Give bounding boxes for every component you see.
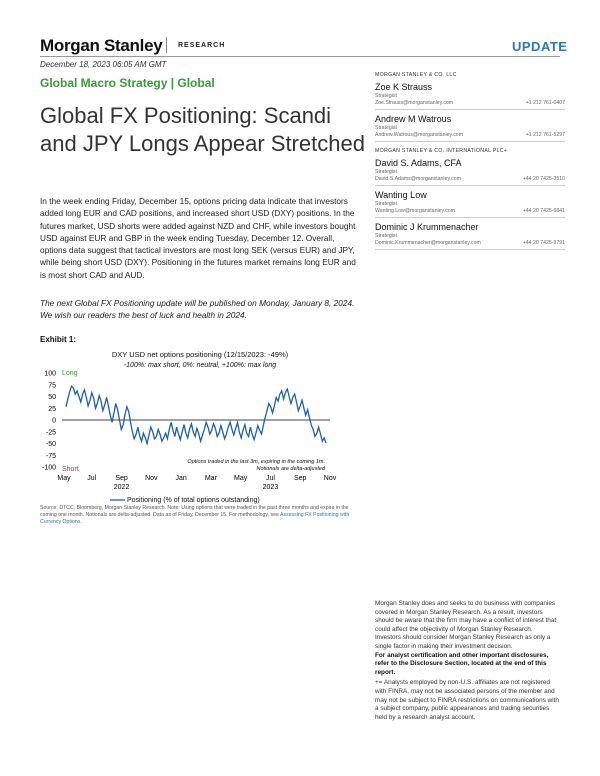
analyst-contact-row [375, 240, 565, 250]
x-tick-label: Jul [87, 475, 97, 482]
analyst-email[interactable]: Wanting.Low@morganstanley.com [375, 208, 455, 214]
morgan-stanley-logo: Morgan Stanley [40, 36, 163, 55]
analyst-role: Strategist [375, 201, 397, 207]
y-tick-label: -100 [41, 464, 56, 472]
analyst-role: Strategist [375, 93, 397, 99]
analyst-firm: MORGAN STANLEY & CO. INTERNATIONAL PLC+ [375, 148, 508, 154]
disclosure-paragraph-3: += Analysts employed by non-U.S. affiliates are not registered with FINRA, may not be associated persons of the member and may not be subject to FINRA restrictions on communications with a subject company, public appearances and trading securities held by a research analyst account. [375, 679, 559, 721]
x-year-label: 2023 [262, 484, 279, 491]
analyst-name: Zoe K Strauss [375, 82, 433, 92]
analyst-name: Dominic J Krummenacher [375, 222, 479, 232]
analyst-name: Wanting Low [375, 190, 427, 200]
source-text: Source: DTCC, Bloomberg, Morgan Stanley Research. Note: Using options that were traded in the past three months and expire in the coming one month. Notionals are delta-adjusted. Data as of Friday, December 15. For methodology, see [40, 505, 349, 518]
y-tick-label: 75 [48, 382, 56, 390]
x-year-label: 2022 [113, 484, 130, 491]
y-tick-label: -50 [45, 441, 56, 448]
disclosure-box [375, 600, 560, 722]
chart-annotation-2: Notionals are delta-adjusted [256, 466, 325, 472]
source-note [40, 505, 362, 526]
analyst-email[interactable]: Zoe.Strauss@morganstanley.com [375, 100, 454, 106]
header-rule [40, 56, 560, 57]
analyst-email[interactable]: David.S.Adams@morganstanley.com [375, 176, 461, 182]
analyst-email[interactable]: Andrew.Watrous@morganstanley.com [375, 132, 464, 138]
analyst-phone: +1 212 761-0407 [525, 100, 565, 106]
logo-divider [166, 37, 167, 53]
x-tick-label: May [234, 475, 248, 482]
y-tick-label: 0 [52, 417, 56, 425]
y-tick-label: 50 [48, 394, 56, 401]
analyst-panel [375, 72, 565, 250]
report-title: Global FX Positioning: Scandi and JPY Longs Appear Stretched [40, 103, 365, 156]
analyst-email[interactable]: Dominic.Krummenacher@morganstanley.com [375, 240, 481, 246]
update-badge: UPDATE [512, 39, 568, 54]
summary-paragraph: In the week ending Friday, December 15, options pricing data indicate that investors added long EUR and CAD positions, and increased short USD (DXY) positions. In the futures market, USD shorts were added against NZD and CHF, while investors bought USD against EUR and GBP in the week ending Tuesday, December 12. Overall, options data suggest that tactical investors are most long SEK (versus EUR) and JPY, while being short USD (DXY). Positioning in the futures market remains long EUR and is most short CAD and AUD. [40, 196, 356, 280]
analyst-name: Andrew M Watrous [375, 114, 452, 124]
analyst-contact-row [375, 132, 565, 142]
research-label: RESEARCH [178, 42, 226, 49]
chart-annotation-1: Options traded in the last 3m, expiring in the coming 1m. [187, 459, 325, 465]
analyst-name: David S. Adams, CFA [375, 158, 462, 168]
source-end: . [80, 519, 82, 525]
analyst-contact-row [375, 100, 565, 110]
short-zone-label: Short [62, 466, 79, 473]
analyst-role: Strategist [375, 125, 397, 131]
exhibit-label: Exhibit 1: [40, 335, 77, 344]
analyst-role: Strategist [375, 169, 397, 175]
analyst-phone: +44 20 7425-3510 [522, 176, 565, 182]
analyst-contact-row [375, 208, 565, 218]
y-tick-label: -75 [45, 452, 56, 460]
x-tick-label: Sep [293, 475, 307, 482]
analyst-role: Strategist [375, 233, 397, 239]
disclosure-paragraph-2: For analyst certification and other important disclosures, refer to the Disclosure Section, located at the end of this report. [375, 651, 549, 676]
positioning-chart [30, 345, 370, 505]
x-tick-label: Sep [115, 475, 128, 482]
x-tick-label: Jul [265, 475, 275, 482]
analyst-phone: +1 212 761-5297 [525, 132, 565, 138]
analyst-phone: +44 20 7425-9791 [522, 240, 565, 246]
x-tick-label: Mar [204, 475, 217, 482]
y-tick-label: 100 [44, 370, 56, 378]
schedule-note: The next Global FX Positioning update will be published on Monday, January 8, 2024. We wish our readers the best of luck and health in 2024. [40, 298, 355, 321]
x-tick-label: Jan [175, 475, 187, 482]
y-tick-label: -25 [45, 429, 56, 437]
series-line: Global Macro Strategy | Global [40, 76, 215, 90]
chart-subtitle: -100%: max short, 0%: neutral, +100%: max long [123, 362, 277, 369]
long-zone-label: Long [62, 370, 78, 377]
methodology-link[interactable]: Assessing FX Positioning with Currency Options [40, 512, 350, 525]
legend-label: Positioning (% of total options outstanding) [127, 497, 260, 504]
x-tick-label: May [57, 475, 71, 482]
analyst-phone: +44 20 7425-6841 [522, 208, 565, 214]
chart-title: DXY USD net options positioning (12/15/2023: -49%) [111, 350, 289, 359]
positioning-series-line [66, 386, 326, 443]
disclosure-paragraph-1: Morgan Stanley does and seeks to do business with companies covered in Morgan Stanley Research. As a result, investors should be aware that the firm may have a conflict of interest that could affect the objectivity of Morgan Stanley Research. Investors should consider Morgan Stanley Research as only a single factor in making their investment decision. [375, 600, 557, 650]
x-tick-label: Nov [145, 475, 158, 482]
x-tick-label: Nov [323, 475, 337, 482]
analyst-contact-row [375, 176, 565, 186]
y-tick-label: 25 [48, 405, 56, 413]
analyst-firm: MORGAN STANLEY & CO. LLC [375, 72, 457, 78]
publish-date: December 18, 2023 06:05 AM GMT [40, 60, 167, 69]
